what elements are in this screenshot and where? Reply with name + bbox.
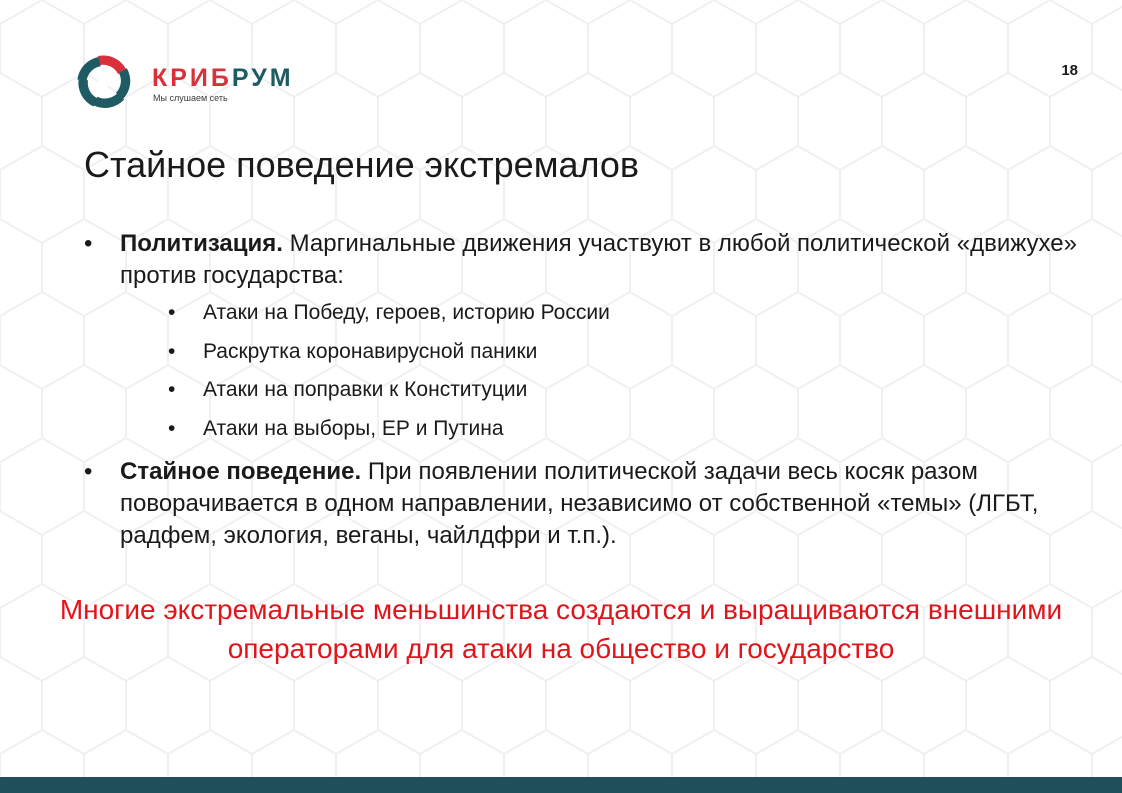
- bullet-text: При появлении политической задачи весь косяк разом поворачивается в одном направлении, независимо от собственной «темы» (ЛГБТ, радфем, экология, веганы, чайлдфри и т.п.).: [120, 458, 1039, 549]
- bullet-flock-behavior: [84, 456, 1094, 552]
- sub-bullet-dot: •: [168, 301, 176, 324]
- bullet-dot: •: [84, 458, 93, 485]
- sub-bullet-text: Атаки на Победу, героев, историю России: [203, 301, 610, 324]
- sub-bullet-item: [120, 410, 1094, 449]
- slide-title: Стайное поведение экстремалов: [84, 144, 640, 185]
- page-number: 18: [1061, 62, 1078, 79]
- bullet-dot: •: [84, 230, 93, 257]
- sub-bullet-item: [120, 371, 1094, 410]
- bullet-politicization: [84, 228, 1094, 448]
- sub-bullet-text: Атаки на выборы, ЕР и Путина: [203, 416, 504, 440]
- bullet-heading: Политизация.: [120, 230, 283, 257]
- bullet-heading: Стайное поведение.: [120, 458, 362, 485]
- sub-bullet-dot: •: [168, 378, 176, 401]
- callout-statement: Многие экстремальные меньшинства создаются и выращиваются внешними операторами для атаки на общество и государство: [59, 594, 1063, 664]
- sub-bullet-item: [120, 294, 1094, 333]
- slide-content: [84, 228, 1094, 552]
- sub-bullet-list: [120, 294, 1094, 448]
- sub-bullet-text: Раскрутка коронавирусной паники: [203, 339, 538, 363]
- brand-tagline: Мы слушаем сеть: [153, 93, 228, 103]
- sub-bullet-item: [120, 333, 1094, 372]
- sub-bullet-dot: •: [168, 339, 176, 363]
- kribrum-logo-icon: [74, 52, 134, 112]
- sub-bullet-text: Атаки на поправки к Конституции: [203, 378, 528, 401]
- bullet-text: Маргинальные движения участвуют в любой политической «движухе» против государства:: [120, 230, 1077, 289]
- bottom-bar: [0, 777, 1122, 793]
- brand-name-teal-part: РУМ: [231, 64, 294, 92]
- brand-name: [152, 64, 294, 93]
- sub-bullet-dot: •: [168, 416, 176, 440]
- brand-name-red-part: КРИБ: [152, 64, 232, 92]
